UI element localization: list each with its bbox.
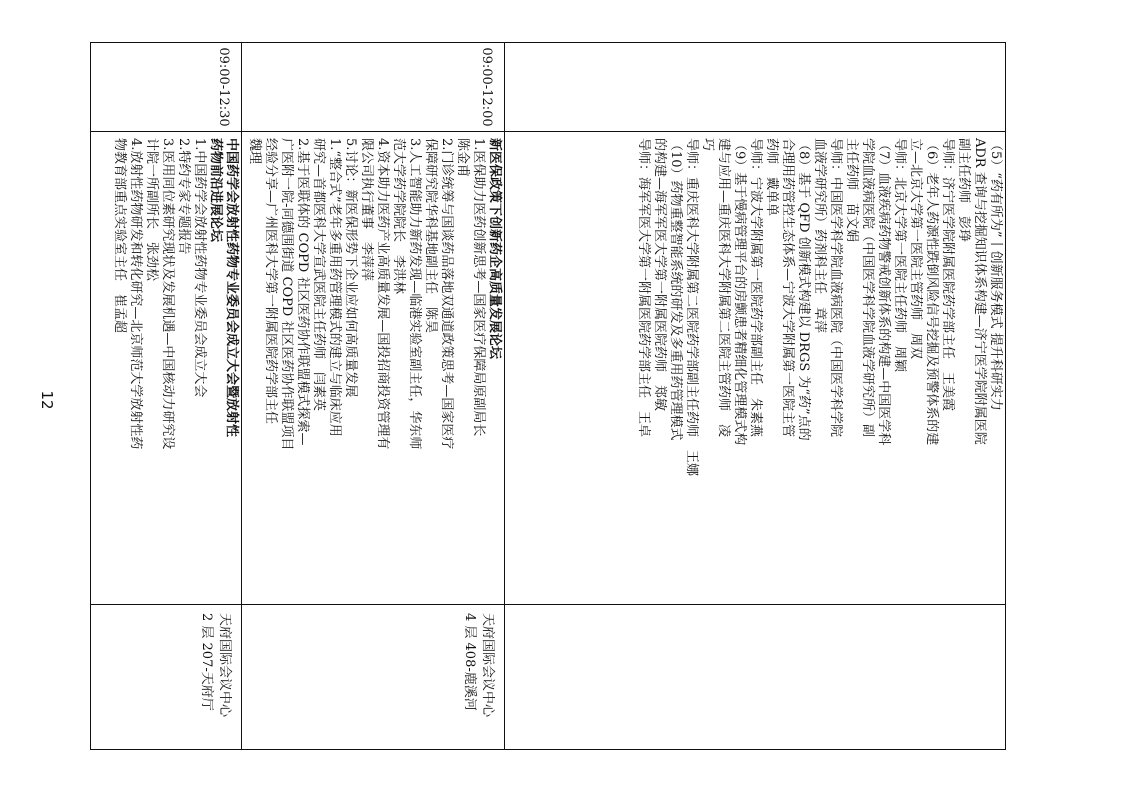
content-line: 建与应用—重庆医科大学附属第二医院主管药师 凌	[716, 138, 731, 438]
session-title: 药物前沿进展论坛	[208, 138, 223, 243]
content-line: 血液学研究所）药剂科主任 章萍	[812, 138, 827, 334]
content-line: （8）基于 QFD 创新模式构建以 DRGS 为“药”点的	[796, 138, 811, 441]
content-line: 经验分享—广州医科大学第一附属医院药学部主任	[263, 138, 278, 425]
location-cell	[242, 605, 505, 750]
content-line: 导师：海军军医大学第一附属医院药学部主任 王卓	[636, 138, 651, 438]
location-cell	[505, 605, 1006, 750]
content-line: 5.讨论：新医保形势下企业应如何高质量发展	[343, 138, 358, 398]
content-line: 保障研究院华科基地副主任 陈昊	[423, 138, 438, 334]
content-line: 导师：中国医学科学院血液病医院（中国医学科学院	[828, 138, 843, 438]
location-line: 天府国际会议中心	[480, 613, 495, 718]
content-line: 广医附一院-同德围街道 COPD 社区医药协作联盟项目	[279, 138, 294, 451]
content-line: （6）老年人药源性跌倒风险信号挖掘及预警体系的建	[924, 138, 939, 446]
schedule-row	[91, 43, 242, 750]
content-line: 导师：重庆医科大学附属第二医院药学部副主任药师 王娜	[684, 138, 699, 477]
content-line: （10）药物重整智能系统的研发及多重用药管理模式	[668, 138, 683, 441]
session-title: 新医保政策下创新药企高质量发展论坛	[487, 138, 502, 360]
page-number: 12	[38, 390, 56, 410]
content-line: 副主任药师 彭琤	[956, 138, 971, 243]
content-line: 2.门诊统筹与国谈药品落地双通道政策思考—国家医疗	[439, 138, 454, 450]
content-line: 立—北京大学第一医院主管药师 周双	[908, 138, 923, 360]
content-line: 2.特约专家专题报告	[176, 138, 191, 255]
location-line: 2 层 207-天府厅	[199, 613, 214, 711]
content-line: 4.资本助力医药产业高质量发展—国投招商投资管理有	[375, 138, 390, 450]
schedule-row	[242, 43, 505, 750]
schedule-body	[91, 43, 1006, 750]
content-line: （7）血液疾病药物警戒创新体系的构建—中国医学科	[876, 138, 891, 446]
content-line: 的构建—海军军医大学第一附属医院药师 郑敏	[652, 138, 667, 412]
content-line: 陈金甫	[455, 138, 470, 178]
time-cell	[91, 43, 242, 132]
content-line: （9）基于慢病管理平台的房颤患者精细化管理模式构	[732, 138, 747, 446]
content-line: 学院血液病医院（中国医学科学院血液学研究所）副	[860, 138, 875, 438]
content-line: 1.中国药学会放射性药物专业委员会成立大会	[192, 138, 207, 398]
location-line: 4 层 408-鹿溪河	[462, 613, 477, 711]
content-line: 魏理	[247, 138, 262, 165]
content-line: 1.“整合式”老年多重用药管理模式的建立与临床应用	[327, 138, 342, 437]
time-text: 09:00-12:30	[216, 47, 231, 127]
content-line: 研究—首都医科大学宣武医院主任药师 闫素英	[311, 138, 326, 412]
content-line: 限公司执行董事 李萍萍	[359, 138, 374, 282]
location-line: 天府国际会议中心	[217, 613, 232, 718]
content-line: ADR 查询与挖掘知识体系构建—济宁医学院附属医院	[972, 138, 987, 445]
content-cell	[505, 132, 1006, 605]
content-line: 4.放射性药物研发和转化研究—北京师范大学放射性药	[128, 138, 143, 450]
content-line: 导师：北京大学第一医院主任药师 周颖	[892, 138, 907, 373]
schedule-row	[505, 43, 1006, 750]
content-cell	[242, 132, 505, 605]
time-cell	[242, 43, 505, 132]
time-text: 09:00-12:00	[479, 47, 494, 127]
content-line: 合理用药管控生态体系—宁波大学附属第一医院主管	[780, 138, 795, 438]
location-cell	[91, 605, 242, 750]
content-line: 计院一所副所长 张劲松	[144, 138, 159, 282]
content-line: 主任药师 苗文娟	[844, 138, 859, 243]
content-line: 药师 戴单单	[764, 138, 779, 217]
content-line: 3.人工智能助力新药发现—临港实验室副主任，华东师	[407, 138, 422, 450]
session-title: 中国药学会放射性药物专业委员会成立大会暨放射性	[224, 138, 239, 438]
content-line: 范大学药学院院长 李洪林	[391, 138, 406, 295]
content-line: 巧	[700, 138, 715, 152]
content-line: 导师：宁波大学附属第一医院药学部副主任 朱素燕	[748, 138, 763, 438]
schedule-table	[90, 42, 1006, 750]
time-cell	[505, 43, 1006, 132]
content-line: 3.医用同位素研究现状及发展机遇—中国核动力研究设	[160, 138, 175, 450]
content-cell	[91, 132, 242, 605]
content-line: 导师：济宁医学院附属医院药学部主任 王美霞	[940, 138, 955, 412]
content-line: 物教育部重点实验室主任 崔孟超	[112, 138, 127, 334]
content-line: （5）“药有所为”丨创新服务模式 提升科研实力	[988, 138, 1003, 411]
content-line: 1.医保助力医药创新思考—国家医疗保障局原副局长	[471, 138, 486, 437]
content-line: 2.基于医联体的 COPD 社区医药协作联盟模式探索—	[295, 138, 310, 446]
